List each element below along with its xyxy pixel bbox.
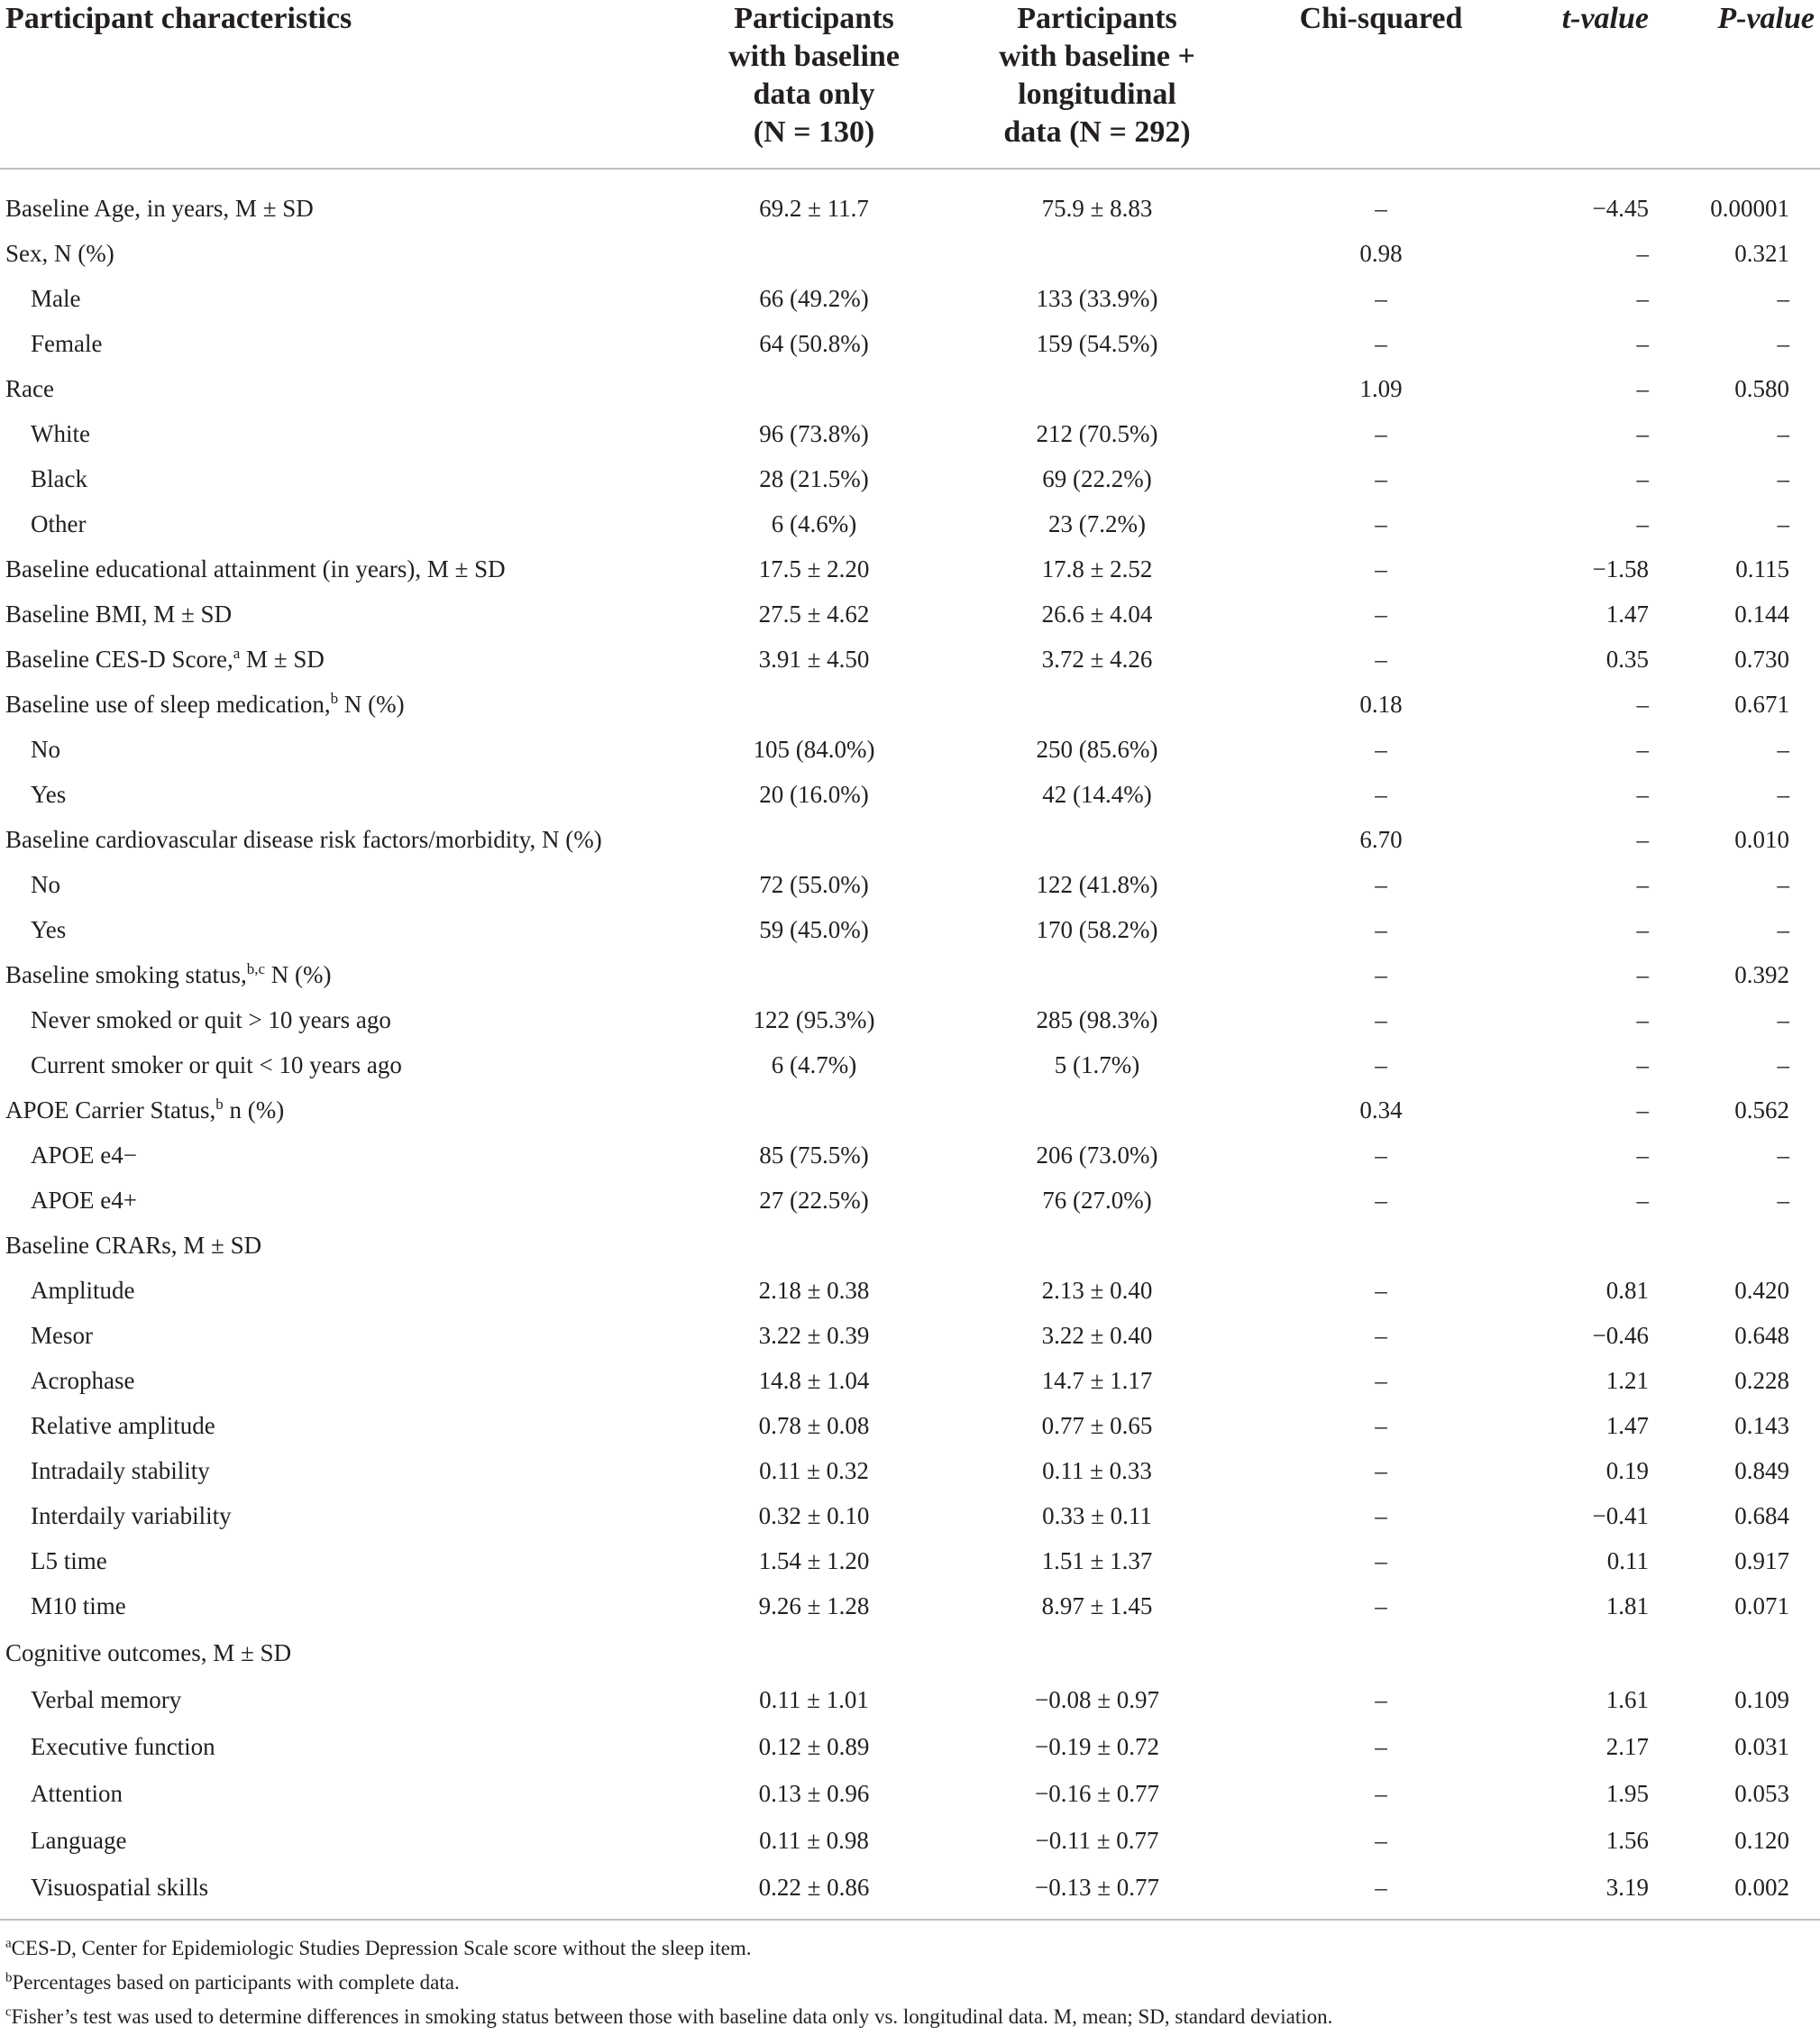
p-value: 0.144 [1734,601,1789,628]
longitudinal-value: 17.8 ± 2.52 [1041,555,1153,582]
header-t-value: t-value [1561,2,1649,35]
header-longitudinal: Participants with baseline + longitudinal data (N = 292) [999,2,1195,149]
baseline-value: 0.32 ± 0.10 [758,1502,870,1529]
chi-squared-value: – [1375,1457,1387,1484]
table-row [0,952,1820,997]
p-value: 0.115 [1735,555,1789,582]
p-value: 0.917 [1734,1547,1789,1574]
t-value: 1.21 [1605,1367,1649,1394]
baseline-value: 0.11 ± 0.98 [759,1827,869,1854]
chi-squared-value: – [1375,465,1387,492]
table-row [0,772,1820,817]
footnote-marker: b,c [246,960,266,977]
table-row [0,456,1820,501]
t-value: 1.95 [1605,1780,1649,1807]
longitudinal-value: 69 (22.2%) [1042,465,1152,492]
chi-squared-value: – [1375,1502,1387,1529]
chi-squared-value: – [1375,1686,1387,1713]
row-label: No [31,736,60,763]
t-value: – [1636,510,1649,537]
baseline-value: 0.13 ± 0.96 [758,1780,870,1807]
chi-squared-value: – [1375,1592,1387,1619]
row-label: Baseline smoking status,$^{b,c}$ N (%) [5,960,332,988]
p-value: – [1777,871,1789,898]
row-label: APOE e4+ [31,1187,137,1214]
bottom-rule [0,1919,1820,1921]
p-value: 0.010 [1734,826,1789,853]
chi-squared-value: – [1375,1142,1387,1169]
p-value: – [1777,420,1789,447]
table-row [0,1223,1820,1268]
chi-squared-value: – [1375,1733,1387,1760]
p-value: 0.143 [1734,1412,1789,1439]
chi-squared-value: – [1375,510,1387,537]
table-row [0,862,1820,907]
t-value: – [1636,420,1649,447]
p-value: – [1777,1142,1789,1169]
p-value: – [1777,736,1789,763]
row-label: Baseline BMI, M ± SD [5,601,233,628]
table-row [0,1448,1820,1493]
baseline-value: 69.2 ± 11.7 [759,195,869,222]
longitudinal-value: 159 (54.5%) [1036,330,1158,357]
row-label: Mesor [31,1322,93,1349]
row-label: M10 time [31,1592,126,1619]
chi-squared-value: – [1375,285,1387,312]
chi-squared-value: – [1375,420,1387,447]
table-row [0,1268,1820,1313]
p-value: – [1777,916,1789,943]
baseline-value: 9.26 ± 1.28 [758,1592,870,1619]
table-row [0,1178,1820,1223]
longitudinal-value: −0.13 ± 0.77 [1034,1874,1160,1901]
t-value: – [1636,375,1649,402]
chi-squared-value: – [1375,871,1387,898]
t-value: 3.19 [1605,1874,1649,1901]
row-label: Other [31,510,87,537]
longitudinal-value: 75.9 ± 8.83 [1041,195,1153,222]
table-row [0,997,1820,1042]
baseline-value: 14.8 ± 1.04 [758,1367,870,1394]
chi-squared-value: – [1375,555,1387,582]
chi-squared-value: 0.98 [1359,240,1403,267]
longitudinal-value: 3.22 ± 0.40 [1041,1322,1153,1349]
table-row [0,1403,1820,1448]
p-value: 0.684 [1734,1502,1789,1529]
baseline-value: 27 (22.5%) [759,1187,869,1214]
table-row [0,1818,1820,1863]
longitudinal-value: 212 (70.5%) [1036,420,1158,447]
p-value: 0.002 [1734,1874,1789,1901]
t-value: 2.17 [1605,1733,1649,1760]
p-value: – [1777,781,1789,808]
t-value: – [1636,285,1649,312]
chi-squared-value: – [1375,1051,1387,1078]
chi-squared-value: – [1375,1367,1387,1394]
chi-squared-value: 0.18 [1359,691,1403,718]
row-label: Sex, N (%) [5,240,114,267]
table-row [0,1583,1820,1628]
header-chi-squared: Chi-squared [1299,2,1463,35]
longitudinal-value: 2.13 ± 0.40 [1041,1277,1153,1304]
longitudinal-value: 5 (1.7%) [1054,1051,1140,1078]
longitudinal-value: 0.77 ± 0.65 [1041,1412,1153,1439]
table-row [0,637,1820,682]
baseline-value: 28 (21.5%) [759,465,869,492]
baseline-value: 59 (45.0%) [759,916,869,943]
row-label: Cognitive outcomes, M ± SD [5,1639,292,1666]
row-label: Female [31,330,103,357]
row-label: Race [5,375,54,402]
t-value: – [1636,1187,1649,1214]
chi-squared-value: – [1375,736,1387,763]
longitudinal-value: −0.16 ± 0.77 [1034,1780,1160,1807]
baseline-value: 17.5 ± 2.20 [758,555,870,582]
row-label: Current smoker or quit < 10 years ago [31,1051,402,1078]
table-row [0,321,1820,366]
p-value: – [1777,285,1789,312]
t-value: 1.61 [1605,1686,1649,1713]
longitudinal-value: −0.08 ± 0.97 [1034,1686,1160,1713]
table-row [0,1538,1820,1583]
baseline-value: 72 (55.0%) [759,871,869,898]
row-label: APOE e4− [31,1142,137,1169]
table-row [0,1042,1820,1087]
t-value: 1.56 [1605,1827,1649,1854]
longitudinal-value: 3.72 ± 4.26 [1041,646,1153,673]
p-value: 0.849 [1734,1457,1789,1484]
longitudinal-value: −0.11 ± 0.77 [1035,1827,1159,1854]
row-label: Attention [31,1780,123,1807]
table-row [0,1771,1820,1816]
p-value: – [1777,330,1789,357]
chi-squared-value: 1.09 [1359,375,1403,402]
t-value: – [1636,465,1649,492]
row-label: Yes [31,781,67,808]
chi-squared-value: – [1375,646,1387,673]
table-row [0,1677,1820,1722]
table-row [0,1358,1820,1403]
table-row [0,1630,1820,1675]
row-label: Executive function [31,1733,215,1760]
t-value: 0.19 [1605,1457,1649,1484]
longitudinal-value: 122 (41.8%) [1036,871,1158,898]
footnote-marker: b [215,1096,224,1113]
table-row [0,501,1820,546]
longitudinal-value: 133 (33.9%) [1036,285,1158,312]
table-row [0,907,1820,952]
longitudinal-value: 1.51 ± 1.37 [1041,1547,1153,1574]
baseline-value: 0.78 ± 0.08 [758,1412,870,1439]
t-value: – [1636,1096,1649,1123]
header-p-value: P-value [1717,2,1815,35]
row-label: White [31,420,90,447]
p-value: – [1777,1187,1789,1214]
t-value: −1.58 [1592,555,1649,582]
row-label: Language [31,1827,127,1854]
chi-squared-value: – [1375,1547,1387,1574]
p-value: 0.321 [1734,240,1789,267]
t-value: – [1636,736,1649,763]
t-value: −0.41 [1592,1502,1649,1529]
header-characteristics: Participant characteristics [5,2,352,35]
p-value: 0.071 [1734,1592,1789,1619]
table-row [0,411,1820,456]
row-label: Baseline cardiovascular disease risk factors/morbidity, N (%) [5,826,602,853]
footnote: $^c$Fisher’s test was used to determine differences in smoking status between those with baseline data only vs. longitudinal data. M, mean; SD, standard deviation. [5,2004,1333,2028]
footnote-marker: b [330,690,339,707]
baseline-value: 6 (4.7%) [771,1051,857,1078]
p-value: 0.053 [1734,1780,1789,1807]
longitudinal-value: 250 (85.6%) [1036,736,1158,763]
row-label: L5 time [31,1547,107,1574]
p-value: – [1777,510,1789,537]
footnote: $^a$CES-D, Center for Epidemiologic Studies Depression Scale score without the sleep item. [5,1936,752,1959]
longitudinal-value: 0.33 ± 0.11 [1042,1502,1152,1529]
chi-squared-value: – [1375,781,1387,808]
chi-squared-value: – [1375,1187,1387,1214]
row-label: Black [31,465,87,492]
row-label: Amplitude [31,1277,135,1304]
baseline-value: 64 (50.8%) [759,330,869,357]
t-value: 1.47 [1605,1412,1649,1439]
t-value: 1.47 [1605,601,1649,628]
longitudinal-value: 42 (14.4%) [1042,781,1152,808]
baseline-value: 105 (84.0%) [753,736,875,763]
row-label: Relative amplitude [31,1412,215,1439]
p-value: – [1777,1006,1789,1033]
row-label: Yes [31,916,67,943]
footnote: $^b$Percentages based on participants with complete data. [5,1970,460,1994]
longitudinal-value: 76 (27.0%) [1042,1187,1152,1214]
chi-squared-value: – [1375,330,1387,357]
longitudinal-value: 0.11 ± 0.33 [1042,1457,1152,1484]
row-label: Interdaily variability [31,1502,232,1529]
t-value: – [1636,1051,1649,1078]
chi-squared-value: – [1375,916,1387,943]
t-value: – [1636,240,1649,267]
row-label: Baseline Age, in years, M ± SD [5,195,314,222]
p-value: 0.00001 [1710,195,1789,222]
chi-squared-value: – [1375,1827,1387,1854]
baseline-value: 2.18 ± 0.38 [758,1277,870,1304]
table-row [0,1865,1820,1910]
row-label: Male [31,285,81,312]
p-value: – [1777,465,1789,492]
chi-squared-value: – [1375,601,1387,628]
table-row [0,276,1820,321]
row-label: No [31,871,60,898]
t-value: – [1636,961,1649,988]
chi-squared-value: – [1375,1780,1387,1807]
p-value: 0.031 [1734,1733,1789,1760]
t-value: – [1636,826,1649,853]
baseline-value: 0.11 ± 0.32 [759,1457,869,1484]
table-row [0,366,1820,411]
longitudinal-value: 285 (98.3%) [1036,1006,1158,1033]
longitudinal-value: 23 (7.2%) [1048,510,1146,537]
baseline-value: 0.11 ± 1.01 [759,1686,869,1713]
table-row [0,592,1820,637]
row-label: Visuospatial skills [31,1874,209,1901]
table-row [0,682,1820,727]
longitudinal-value: 26.6 ± 4.04 [1041,601,1153,628]
t-value: −0.46 [1592,1322,1649,1349]
baseline-value: 96 (73.8%) [759,420,869,447]
baseline-value: 1.54 ± 1.20 [758,1547,870,1574]
row-label: Baseline educational attainment (in years), M ± SD [5,555,506,582]
table-row [0,817,1820,862]
table-row [0,546,1820,592]
t-value: 1.81 [1605,1592,1649,1619]
p-value: 0.392 [1734,961,1789,988]
longitudinal-value: 14.7 ± 1.17 [1041,1367,1153,1394]
table-header [0,0,1820,168]
baseline-value: 27.5 ± 4.62 [758,601,870,628]
p-value: – [1777,1051,1789,1078]
baseline-value: 3.22 ± 0.39 [758,1322,870,1349]
p-value: 0.671 [1734,691,1789,718]
baseline-value: 20 (16.0%) [759,781,869,808]
longitudinal-value: 170 (58.2%) [1036,916,1158,943]
table-row [0,1313,1820,1358]
chi-squared-value: 6.70 [1359,826,1403,853]
p-value: 0.580 [1734,375,1789,402]
chi-squared-value: – [1375,1277,1387,1304]
p-value: 0.120 [1734,1827,1789,1854]
row-label: Baseline CES-D Score,$^a$ M ± SD [5,645,325,673]
t-value: 0.81 [1605,1277,1649,1304]
row-label: Baseline use of sleep medication,$^b$ N (%) [5,690,405,718]
table-row [0,186,1820,231]
row-label: Intradaily stability [31,1457,210,1484]
table-row [0,1493,1820,1538]
longitudinal-value: 8.97 ± 1.45 [1041,1592,1153,1619]
t-value: – [1636,330,1649,357]
t-value: – [1636,781,1649,808]
longitudinal-value: −0.19 ± 0.72 [1034,1733,1160,1760]
t-value: −4.45 [1592,195,1649,222]
t-value: – [1636,916,1649,943]
t-value: – [1636,871,1649,898]
table-row [0,1087,1820,1133]
t-value: – [1636,1006,1649,1033]
p-value: 0.420 [1734,1277,1789,1304]
row-label: Acrophase [31,1367,135,1394]
baseline-value: 0.22 ± 0.86 [758,1874,870,1901]
baseline-value: 66 (49.2%) [759,285,869,312]
chi-squared-value: – [1375,1322,1387,1349]
table-row [0,1133,1820,1178]
table-row [0,231,1820,276]
chi-squared-value: – [1375,961,1387,988]
chi-squared-value: – [1375,1006,1387,1033]
baseline-value: 85 (75.5%) [759,1142,869,1169]
row-label: APOE Carrier Status,$^b$ n (%) [5,1096,285,1123]
baseline-value: 6 (4.6%) [771,510,857,537]
baseline-value: 122 (95.3%) [753,1006,875,1033]
header-baseline-only: Participants with baseline data only (N = 130) [728,2,900,149]
row-label: Never smoked or quit > 10 years ago [31,1006,391,1033]
table-row [0,1724,1820,1769]
row-label: Verbal memory [31,1686,182,1713]
p-value: 0.730 [1734,646,1789,673]
p-value: 0.228 [1734,1367,1789,1394]
footnote-marker: a [233,645,241,662]
p-value: 0.109 [1734,1686,1789,1713]
chi-squared-value: – [1375,1412,1387,1439]
longitudinal-value: 206 (73.0%) [1036,1142,1158,1169]
table-row [0,727,1820,772]
chi-squared-value: – [1375,1874,1387,1901]
t-value: – [1636,1142,1649,1169]
row-label: Baseline CRARs, M ± SD [5,1232,262,1259]
chi-squared-value: – [1375,195,1387,222]
p-value: 0.562 [1734,1096,1789,1123]
baseline-value: 3.91 ± 4.50 [758,646,870,673]
baseline-value: 0.12 ± 0.89 [758,1733,870,1760]
p-value: 0.648 [1734,1322,1789,1349]
t-value: – [1636,691,1649,718]
t-value: 0.11 [1606,1547,1649,1574]
chi-squared-value: 0.34 [1359,1096,1403,1123]
t-value: 0.35 [1605,646,1649,673]
header-rule [0,168,1820,170]
